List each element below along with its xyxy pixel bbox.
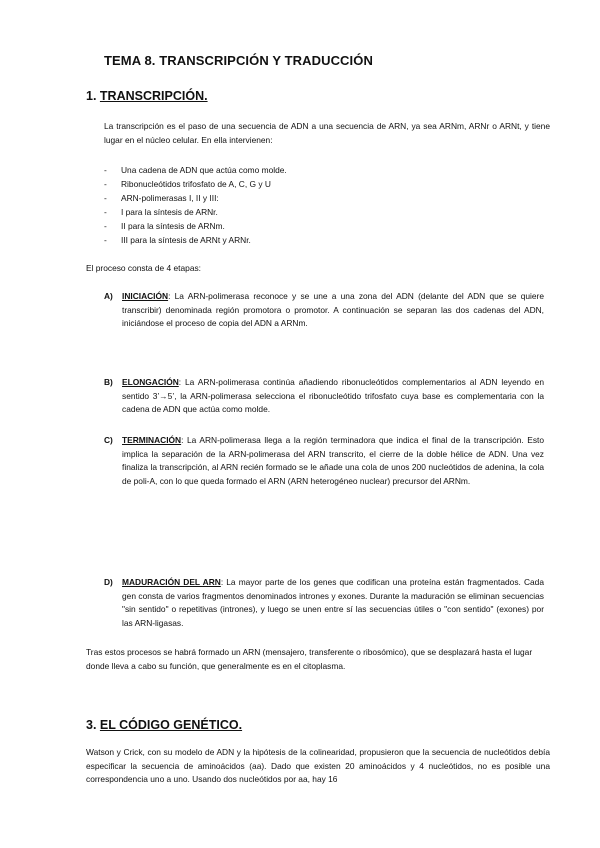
stage-iniciacion [104,290,544,331]
closing-paragraph: Tras estos procesos se habrá formado un ARN (mensajero, transferente o ribosómico), que se desplazará hasta el lugar donde lleva a cabo su función, que generalmente es en el citoplasma. [86,647,533,671]
stage-letter: D) [104,577,113,587]
stage-letter: B) [104,377,113,387]
stage-text: : La ARN-polimerasa llega a la región terminadora que indica el final de la transcripción. Esto implica la separación de la ARN-polimerasa del ARN transcrito, el cierre de la doble hélice de ADN. Una vez finaliza la transcripción, al ARN recién formado se le añade una cola de unos 200 nucleótidos de adenina, la cola de poli-A, con lo que queda formado el ARN (ARN heterogéneo nuclear) precursor del ARNm. [122,435,544,486]
section-heading-codigo-genetico [86,718,242,732]
stage-letter: C) [104,435,113,445]
stage-text: : La ARN-polimerasa continúa añadiendo ribonucleótidos complementarios al ADN leyendo en sentido 3’→5’, la ARN-polimerasa selecciona el ribonucleótido trifosfato cuya base es complementaria con la cadena de ADN que actúa como molde. [122,377,544,414]
section-title: EL CÓDIGO GENÉTICO. [99,718,243,732]
stage-name: INICIACIÓN [122,291,169,301]
stage-text: : La mayor parte de los genes que codifican una proteína están fragmentados. Cada gen consta de varios fragmentos denominados intrones y exones. Durante la maduración se eliminan secuencias "sin sentido" o repetitivas (intrones), y luego se unen entre sí las secuencias útiles o "con sentido" (exones) por las ARN-ligasas. [122,577,544,628]
list-item: - Una cadena de ADN que actúa como molde. [104,165,287,175]
stage-name: TERMINACIÓN [122,435,182,445]
transcription-intro-paragraph: La transcripción es el paso de una secuencia de ADN a una secuencia de ARN, ya sea ARNm, ARNr o ARNt, y tiene lugar en el núcleo celular. En ella intervienen: [104,121,550,145]
section-number: 3. [86,718,97,732]
list-item: - I para la síntesis de ARNr. [104,207,218,217]
page-title: TEMA 8. TRANSCRIPCIÓN Y TRADUCCIÓN [104,53,373,68]
stage-maduracion [104,576,544,630]
section-title: TRANSCRIPCIÓN. [99,89,208,103]
stage-elongacion [104,376,544,417]
stage-name: MADURACIÓN DEL ARN [122,577,221,587]
stage-text: : La ARN-polimerasa reconoce y se une a una zona del ADN (delante del ADN que se quiere transcribir) denominada región promotora o promotor. A continuación se separan las dos cadenas del ADN, iniciándose el proceso de copia del ADN a ARNm. [122,291,544,328]
genetic-code-paragraph: Watson y Crick, con su modelo de ADN y la hipótesis de la colinearidad, propusieron que la secuencia de nucleótidos debía especificar la secuencia de aminoácidos (aa). Dado que existen 20 aminoácidos y 4 nucleótidos, no es posible una correspondencia uno a uno. Usando dos nucleótidos por aa, hay 16 [86,747,550,784]
section-number: 1. [86,89,97,103]
stage-name: ELONGACIÓN [122,377,179,387]
stages-intro-paragraph: El proceso consta de 4 etapas: [86,263,201,273]
list-item: - II para la síntesis de ARNm. [104,221,225,231]
stage-letter: A) [104,291,113,301]
list-item: - ARN-polimerasas I, II y III: [104,193,219,203]
list-item: - III para la síntesis de ARNt y ARNr. [104,235,251,245]
list-item: - Ribonucleótidos trifosfato de A, C, G y U [104,179,271,189]
stage-terminacion [104,434,544,488]
section-heading-transcripcion [86,89,208,103]
components-list [104,163,287,247]
